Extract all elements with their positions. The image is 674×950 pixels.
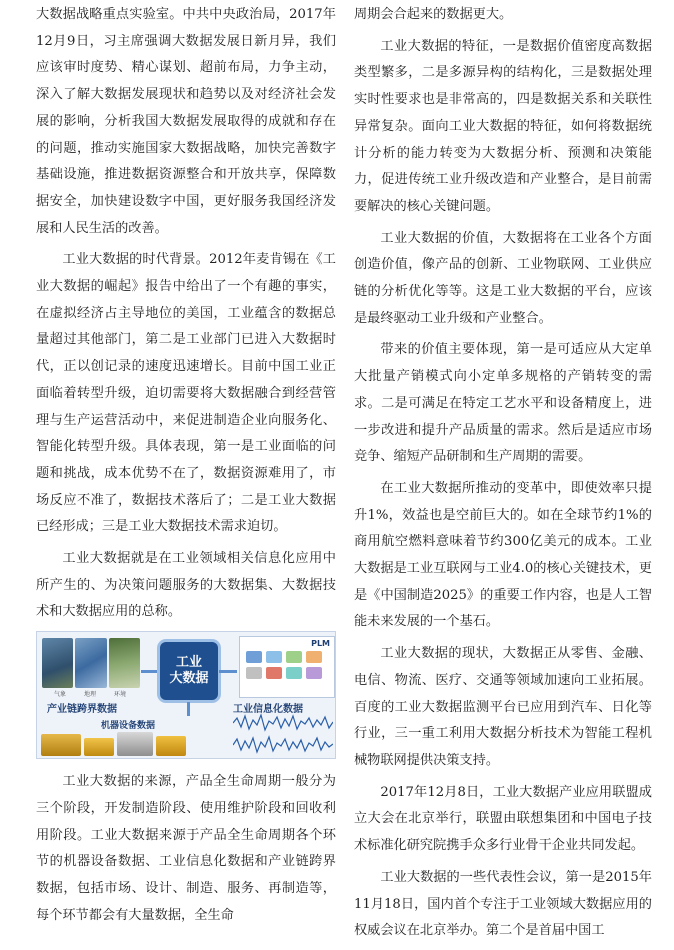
arrow-icon [219,670,237,673]
right-column [354,2,652,950]
system-tile-icon [246,651,262,663]
truck-icon [84,738,114,756]
paragraph: 2017年12月8日，工业大数据产业应用联盟成立大会在北京举行，联盟由联想集团和中国电子技术标准化研究院携手众多行业骨干企业共同发起。 [354,784,652,854]
machine-equipment-images [41,730,189,756]
system-tile-icon [306,667,322,679]
center-text-line: 大数据 [169,671,209,687]
supply-chain-photos [42,638,140,688]
supply-chain-label: 产业链跨界数据 [47,704,117,716]
system-tile-icon [266,651,282,663]
system-tile-icon [286,651,302,663]
machine-icon [117,732,153,756]
system-tile-icon [286,667,302,679]
photo-caption: 地理 [83,691,96,699]
paragraph: 大数据战略重点实验室。中共中央政治局，2017年12月9日，习主席强调大数据发展日新月异，我们应该审时度势、精心谋划、超前布局，力争主动，深入了解大数据发展现状和趋势以及对经济社会发展的影响，分析我国大数据发展取得的成就和存在的问题，推动实施国家大数据战略，加快完善数字基础设施，推进数据资源整合和开放共享，保障数据安全，加快建设数字中国，更好服务我国经济发展和人民生活的改善。 [36,7,336,236]
paragraph: 工业大数据的来源，产品全生命周期一般分为三个阶段，开发制造阶段、使用维护阶段和回收利用阶段。工业大数据来源于产品全生命周期各个环节的机器设备数据、工业信息化数据和产业链跨界数据，包括市场、设计、制造、服务、再制造等，每个环节都会有大量数据，全生命 [36,774,336,923]
it-data-label: 工业信息化数据 [233,704,303,716]
excavator-icon [41,734,81,756]
it-systems-panel [239,636,335,698]
paragraph: 工业大数据的一些代表性会议，第一是2015年11月18日，国内首个专注于工业领域大数据应用的权威会议在北京举办。第二个是首届中国工 [354,869,652,939]
center-text-line: 工业 [175,655,202,671]
system-tile-icon [246,667,262,679]
paragraph: 工业大数据的价值，大数据将在工业各个方面创造价值，像产品的创新、工业物联网、工业供应链的分析优化等等。这是工业大数据的平台，应该是最终驱动工业升级和产业整合。 [354,230,652,326]
paragraph: 工业大数据的特征，一是数据价值密度高数据类型繁多，二是多源异构的结构化，三是数据处理实时性要求也是非常高的，四是数据关系和关联性异常复杂。面向工业大数据的特征，如何将数据统计分析的能力转变为大数据分析、预测和决策能力，促进传统工业升级改造和产业整合，是目前需要解决的核心关键问题。 [354,38,652,214]
arrow-icon [187,702,190,716]
system-tile-icon [306,651,322,663]
photo-caption: 气象 [53,691,66,699]
photo-captions [45,689,135,698]
paragraph: 在工业大数据所推动的变革中，即使效率只提升1%，效益也是空前巨大的。如在全球节约1%的商用航空燃料意味着节约300亿美元的成本。工业大数据是工业互联网与工业4.0的核心关键技术，更是《中国制造2025》的重要工作内容，也是人工智能未来发展的一个基石。 [354,480,652,630]
photo-caption: 环境 [113,691,126,699]
paragraph: 周期会合起来的数据更大。 [354,7,513,22]
paragraph: 工业大数据就是在工业领域相关信息化应用中所产生的、为决策问题服务的大数据集、大数据技术和大数据应用的总称。 [36,551,336,620]
signal-waveform-icon [233,712,333,756]
environment-photo [109,638,140,688]
industrial-big-data-figure [36,631,336,759]
geography-photo [75,638,106,688]
system-tile-icon [266,667,282,679]
industrial-big-data-box [160,642,218,700]
left-column [36,2,336,934]
machine-data-label: 机器设备数据 [101,721,156,732]
system-tiles [246,651,322,679]
weather-photo [42,638,73,688]
paragraph: 工业大数据的时代背景。2012年麦肯锡在《工业大数据的崛起》报告中给出了一个有趣的事实，在虚拟经济占主导地位的美国，工业蕴含的数据总量超过其他部门，第二是工业部门已进入大数据时代，正以创记录的速度迅速增长。目前中国工业正面临着转型升级，迫切需要将大数据融合到经营管理与生产运营活动中，来促进制造企业向服务化、智能化转型升级。具体表现，第一是工业面临的问题和挑战，成本优势不在了，数据资源难用了，市场反应不准了，数据技术落后了；二是工业大数据已经形成；三是工业大数据技术需求迫切。 [36,252,336,535]
arrow-icon [141,670,159,673]
paragraph: 带来的价值主要体现，第一是可适应从大定单大批量产销模式向小定单多规格的产销转变的需求。二是可满足在特定工艺水平和设备精度上，进一步改进和提升产品质量的需求。然后是适应市场竞争、缩短产品研制和生产周期的需要。 [354,342,652,465]
paragraph: 工业大数据的现状，大数据正从零售、金融、电信、物流、医疗、交通等领域加速向工业拓展。百度的工业大数据监测平台已应用到汽车、日化等行业，三一重工利用大数据分析技术为智能工程机械物联网提供决策支持。 [354,646,652,768]
plm-label: PLM [311,639,330,649]
loader-icon [156,736,186,756]
